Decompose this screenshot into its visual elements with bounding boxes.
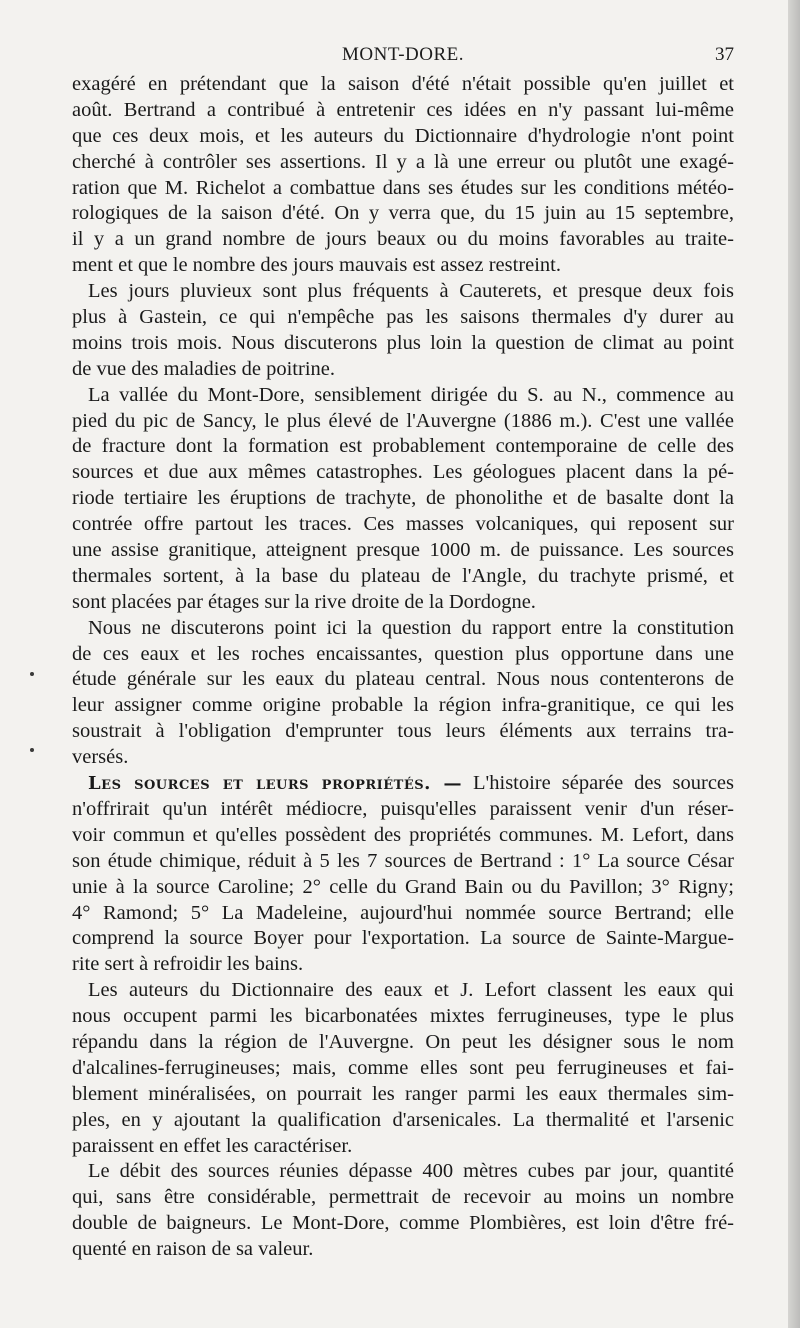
line-text: thermales sortent, à la base du plateau de l'Angle, du trachyte prismé, et (72, 564, 734, 587)
text-line (72, 1056, 734, 1082)
text-line (72, 538, 734, 564)
text-line (72, 978, 734, 1004)
text-line (72, 901, 734, 927)
line-text: moins trois mois. Nous discuterons plus loin la question de climat au point (72, 331, 734, 354)
line-text: rologiques de la saison d'été. On y verra que, du 15 juin au 15 septembre, (72, 202, 734, 225)
line-text: d'alcalines-ferrugineuses; mais, comme elles sont peu ferrugineuses et fai- (72, 1056, 734, 1079)
text-line (72, 616, 734, 642)
line-text: une assise granitique, atteignent presque 1000 m. de puissance. Les sources (72, 539, 734, 562)
line-text: comprend la source Boyer pour l'exportation. La source de Sainte-Margue- (72, 927, 734, 950)
text-line (72, 952, 734, 978)
line-text: ples, en y ajoutant la qualification d'arsenicales. La thermalité et l'arsenic (72, 1108, 734, 1131)
text-line (72, 1082, 734, 1108)
text-line (72, 823, 734, 849)
line-text: de ces eaux et les roches encaissantes, question plus opportune dans une (72, 642, 734, 665)
line-text: voir commun et qu'elles possèdent des propriétés communes. M. Lefort, dans (72, 823, 734, 846)
text-line (72, 693, 734, 719)
line-text: Le débit des sources réunies dépasse 400 mètres cubes par jour, quantité (88, 1160, 734, 1183)
text-line (72, 642, 734, 668)
line-text: rite sert à refroidir les bains. (72, 953, 304, 976)
text-line (72, 176, 734, 202)
section-heading: Les sources et leurs propriétés. — (88, 773, 463, 795)
text-line (72, 564, 734, 590)
line-text: leur assigner comme origine probable la région infra-granitique, ce qui les (72, 694, 734, 717)
margin-dot (30, 672, 34, 676)
text-line (72, 150, 734, 176)
text-line (72, 926, 734, 952)
line-text: La vallée du Mont-Dore, sensiblement dirigée du S. au N., commence au (88, 383, 734, 406)
line-text: soustrait à l'obligation d'emprunter tous leurs éléments aux terrains tra- (72, 720, 734, 743)
line-text: sont placées par étages sur la rive droite de la Dordogne. (72, 590, 536, 613)
text-line (72, 331, 734, 357)
line-text: plus à Gastein, ce qui n'empêche pas les saisons thermales d'y durer au (72, 306, 734, 329)
line-text: quenté en raison de sa valeur. (72, 1238, 314, 1261)
line-text: qui, sans être considérable, permettrait de recevoir au moins un nombre (72, 1186, 734, 1209)
text-line (72, 201, 734, 227)
text-line (72, 1108, 734, 1134)
line-text: contrée offre partout les traces. Ces masses volcaniques, qui reposent sur (72, 513, 734, 536)
text-line (72, 486, 734, 512)
line-text: paraissent en effet les caractériser. (72, 1134, 353, 1157)
line-text: versés. (72, 746, 129, 769)
text-line (72, 409, 734, 435)
line-text: unie à la source Caroline; 2° celle du Grand Bain ou du Pavillon; 3° Rigny; (72, 875, 734, 898)
text-line (72, 1134, 734, 1160)
text-line (72, 797, 734, 823)
line-text: L'histoire séparée des sources (473, 772, 734, 795)
text-line (72, 460, 734, 486)
line-text: exagéré en prétendant que la saison d'été n'était possible qu'en juillet et (72, 73, 734, 95)
line-text: son étude chimique, réduit à 5 les 7 sources de Bertrand : 1° La source César (72, 849, 734, 872)
text-line (72, 667, 734, 693)
page-edge-shadow (788, 0, 800, 1328)
text-line (72, 124, 734, 150)
text-line (72, 745, 734, 771)
text-line (72, 98, 734, 124)
text-line (72, 771, 734, 797)
line-text: ration que M. Richelot a combattue dans ses études sur les conditions météo- (72, 176, 734, 199)
line-text: 4° Ramond; 5° La Madeleine, aujourd'hui nommée source Bertrand; elle (72, 901, 734, 924)
page-header (72, 44, 734, 70)
text-line (72, 590, 734, 616)
line-text: n'offrirait qu'un intérêt médiocre, puisqu'elles paraissent venir d'un réser- (72, 797, 734, 820)
line-text: Les auteurs du Dictionnaire des eaux et J. Lefort classent les eaux qui (88, 979, 734, 1002)
line-text: cherché à contrôler ses assertions. Il y a là une erreur ou plutôt une exagé- (72, 150, 734, 173)
line-text: blement minéralisées, on pourrait les ranger parmi les eaux thermales sim- (72, 1082, 734, 1105)
text-line (72, 1237, 734, 1263)
line-text: de fracture dont la formation est probablement contemporaine de celle des (72, 435, 734, 458)
text-line (72, 1030, 734, 1056)
text-line (72, 227, 734, 253)
running-title: MONT-DORE. (342, 44, 464, 65)
line-text: riode tertiaire les éruptions de trachyte, de phonolithe et de basalte dont la (72, 487, 734, 510)
text-line (72, 1185, 734, 1211)
text-line (72, 719, 734, 745)
text-line (72, 434, 734, 460)
line-text: ment et que le nombre des jours mauvais est assez restreint. (72, 254, 562, 277)
line-text: de vue des maladies de poitrine. (72, 357, 335, 380)
text-line (72, 305, 734, 331)
line-text: étude générale sur les eaux du plateau central. Nous nous contenterons de (72, 668, 734, 691)
text-line (72, 1159, 734, 1185)
text-line (72, 72, 734, 98)
line-text: il y a un grand nombre de jours beaux ou du moins favorables au traite- (72, 228, 734, 251)
line-text: sources et due aux mêmes catastrophes. Les géologues placent dans la pé- (72, 461, 734, 484)
text-line (72, 383, 734, 409)
line-text: double de baigneurs. Le Mont-Dore, comme Plombières, est loin d'être fré- (72, 1212, 734, 1235)
text-line (72, 512, 734, 538)
text-line (72, 849, 734, 875)
line-text: Nous ne discuterons point ici la question du rapport entre la constitution (88, 616, 734, 639)
page-number: 37 (715, 44, 734, 65)
text-line (72, 279, 734, 305)
text-line (72, 1004, 734, 1030)
line-text: août. Bertrand a contribué à entretenir ces idées en n'y passant lui-même (72, 98, 734, 121)
text-line (72, 253, 734, 279)
line-text: que ces deux mois, et les auteurs du Dictionnaire d'hydrologie n'ont point (72, 124, 734, 147)
text-line (72, 1211, 734, 1237)
line-text: Les jours pluvieux sont plus fréquents à Cauterets, et presque deux fois (88, 280, 734, 303)
text-line (72, 875, 734, 901)
line-text: nous occupent parmi les bicarbonatées mixtes ferrugineuses, type le plus (72, 1005, 734, 1028)
line-text: répandu dans la région de l'Auvergne. On peut les désigner sous le nom (72, 1030, 734, 1053)
margin-dot (30, 748, 34, 752)
line-text: pied du pic de Sancy, le plus élevé de l'Auvergne (1886 m.). C'est une vallée (72, 409, 734, 432)
body-text (72, 72, 734, 1263)
text-line (72, 357, 734, 383)
